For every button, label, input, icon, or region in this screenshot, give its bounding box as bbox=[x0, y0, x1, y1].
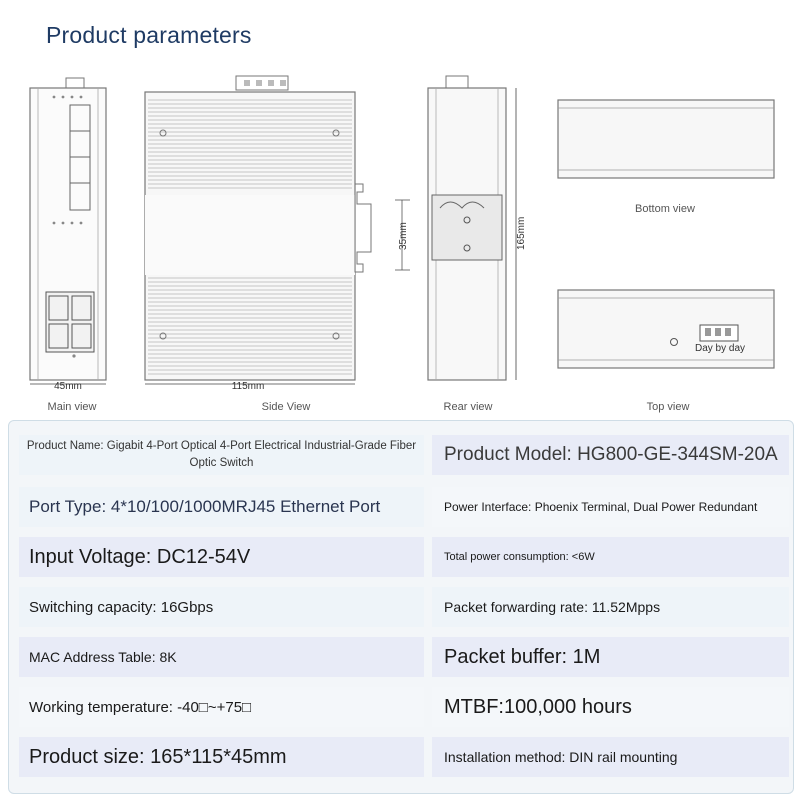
dim-width-side: 115mm bbox=[231, 381, 265, 392]
main-view-drawing bbox=[30, 78, 106, 413]
spec-row bbox=[19, 435, 789, 475]
installation-method: Installation method: DIN rail mounting bbox=[432, 737, 789, 777]
power-interface: Power Interface: Phoenix Terminal, Dual Power Redundant bbox=[432, 487, 789, 527]
mac-table: MAC Address Table: 8K bbox=[19, 637, 424, 677]
spec-row bbox=[19, 587, 789, 627]
working-temperature: Working temperature: -40□~+75□ bbox=[19, 687, 424, 727]
spec-row bbox=[19, 687, 789, 727]
forwarding-rate: Packet forwarding rate: 11.52Mpps bbox=[432, 587, 789, 627]
product-model: Product Model: HG800-GE-344SM-20A bbox=[432, 435, 789, 475]
side-view-drawing bbox=[145, 76, 410, 413]
top-view-drawing bbox=[558, 290, 774, 413]
bottom-view-label: Bottom view bbox=[635, 203, 695, 215]
rear-view-label: Rear view bbox=[443, 401, 493, 413]
dim-rail: 35mm bbox=[398, 222, 409, 250]
product-size: Product size: 165*115*45mm bbox=[19, 737, 424, 777]
input-voltage: Input Voltage: DC12-54V bbox=[19, 537, 424, 577]
spec-row bbox=[19, 537, 789, 577]
spec-table bbox=[8, 420, 794, 794]
bottom-view-drawing bbox=[558, 100, 774, 215]
dim-height: 165mm bbox=[516, 216, 527, 250]
side-view-label: Side View bbox=[261, 401, 311, 413]
main-view-label: Main view bbox=[47, 401, 97, 413]
spec-row bbox=[19, 487, 789, 527]
top-view-annotation: Day by day bbox=[694, 343, 746, 354]
top-view-label: Top view bbox=[646, 401, 690, 413]
switching-capacity: Switching capacity: 16Gbps bbox=[19, 587, 424, 627]
port-type: Port Type: 4*10/100/1000MRJ45 Ethernet Port bbox=[19, 487, 424, 527]
page-title: Product parameters bbox=[46, 22, 252, 48]
packet-buffer: Packet buffer: 1M bbox=[432, 637, 789, 677]
spec-row bbox=[19, 737, 789, 777]
mtbf: MTBF:100,000 hours bbox=[432, 687, 789, 727]
power-consumption: Total power consumption: <6W bbox=[432, 537, 789, 577]
product-name: Product Name: Gigabit 4-Port Optical 4-Port Electrical Industrial-Grade Fiber Optic Switch bbox=[19, 435, 424, 475]
product-drawings bbox=[0, 60, 800, 420]
spec-row bbox=[19, 637, 789, 677]
dim-width-main: 45mm bbox=[54, 381, 82, 392]
rear-view-drawing bbox=[428, 76, 527, 413]
